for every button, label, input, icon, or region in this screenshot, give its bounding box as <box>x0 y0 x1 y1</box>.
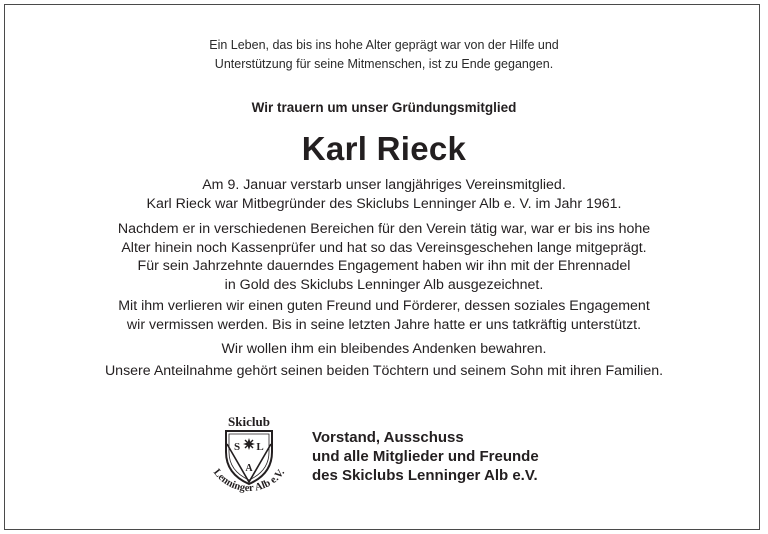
signature-line: und alle Mitglieder und Freunde <box>312 448 539 465</box>
paragraph-line: Für sein Jahrzehnte dauerndes Engagement haben wir ihn mit der Ehrennadel <box>137 258 631 274</box>
paragraph-line: Nachdem er in verschiedenen Bereichen für den Verein tätig war, war er bis ins hohe <box>117 221 651 237</box>
paragraph-line: Karl Rieck war Mitbegründer des Skiclubs Lenninger Alb e. V. im Jahr 1961. <box>146 195 622 212</box>
paragraph-line: Mit ihm verlieren wir einen guten Freund und Förderer, dessen soziales Engagement <box>118 298 650 314</box>
skiclub-logo <box>196 404 302 508</box>
paragraph-line: wir vermissen werden. Bis in seine letzten Jahre hatte er uns tatkräftig unterstützt. <box>126 316 642 333</box>
logo-letter-s: S <box>233 441 241 453</box>
signature-line: des Skiclubs Lenninger Alb e.V. <box>312 467 538 484</box>
logo-letter-a: A <box>245 463 253 474</box>
intro-text <box>0 36 768 74</box>
signature-line: Vorstand, Ausschuss <box>312 429 464 446</box>
paragraph-line: Wir wollen ihm ein bleibendes Andenken bewahren. <box>221 341 547 357</box>
paragraph-line: Am 9. Januar verstarb unser langjähriges Vereinsmitglied. <box>202 177 566 193</box>
paragraph-line: Unsere Anteilnahme gehört seinen beiden Töchtern und seinem Sohn mit ihren Familien. <box>104 363 664 379</box>
paragraph-line: Alter hinein noch Kassenprüfer und hat so das Vereinsgeschehen lange mitgeprägt. <box>121 239 647 256</box>
paragraph-friend <box>0 297 768 334</box>
edelweiss-icon <box>243 438 255 450</box>
intro-line: Unterstützung für seine Mitmenschen, ist zu Ende gegangen. <box>214 57 554 71</box>
mourning-line: Wir trauern um unser Gründungsmitglied <box>251 100 517 115</box>
intro-line: Ein Leben, das bis ins hohe Alter geprägt war von der Hilfe und <box>209 38 559 52</box>
signature-block <box>312 428 539 485</box>
paragraph-remembrance <box>0 340 768 359</box>
logo-bottom-text-path: Lenninger Alb e.V. <box>210 467 288 495</box>
logo-top-text: Skiclub <box>228 414 270 429</box>
paragraph-condolences <box>0 362 768 381</box>
logo-letter-l: L <box>256 441 264 453</box>
deceased-name: Karl Rieck <box>301 130 467 167</box>
paragraph-death-notice <box>0 176 768 213</box>
paragraph-engagement <box>0 220 768 294</box>
paragraph-line: in Gold des Skiclubs Lenninger Alb ausgezeichnet. <box>224 276 544 293</box>
